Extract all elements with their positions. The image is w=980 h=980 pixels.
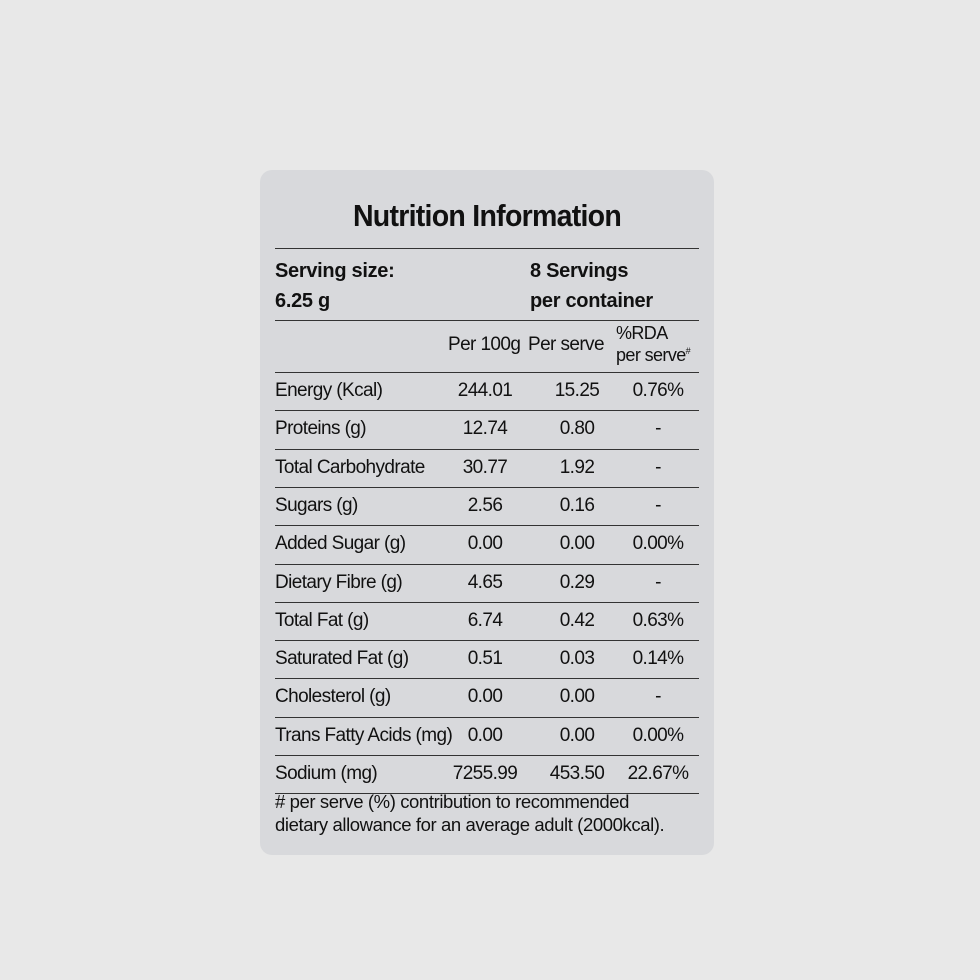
value-rda: 0.63% — [632, 609, 684, 631]
value-per-serve: 0.00 — [559, 533, 595, 555]
nutrient-row — [275, 564, 699, 602]
value-per-100g: 2.56 — [467, 494, 503, 516]
value-per-serve: 0.42 — [559, 609, 595, 631]
nutrient-name: Sodium (mg) — [275, 763, 378, 784]
value-rda: 0.76% — [632, 380, 684, 401]
nutrient-row — [275, 372, 699, 410]
column-header-per-100g: Per 100g — [448, 334, 521, 355]
value-per-100g: 0.00 — [467, 724, 503, 746]
rda-line-2: per serve — [616, 345, 686, 365]
value-per-100g: 244.01 — [457, 380, 513, 401]
nutrient-name: Total Fat (g) — [275, 609, 369, 631]
value-per-100g: 0.00 — [467, 533, 503, 555]
nutrient-row — [275, 717, 699, 755]
divider — [275, 320, 699, 321]
servings-per-container — [530, 256, 653, 316]
value-per-100g: 12.74 — [462, 418, 508, 440]
footnote-line-2: dietary allowance for an average adult (2000kcal). — [275, 814, 665, 835]
nutrient-row — [275, 678, 699, 716]
nutrient-row — [275, 755, 699, 793]
value-per-serve: 0.03 — [559, 648, 595, 670]
value-rda: - — [655, 571, 661, 593]
nutrient-row — [275, 487, 699, 525]
nutrient-name: Energy (Kcal) — [275, 380, 383, 401]
nutrient-row — [275, 525, 699, 563]
value-per-serve: 0.00 — [559, 686, 595, 708]
nutrient-row — [275, 602, 699, 640]
value-rda: 0.00% — [632, 724, 684, 746]
value-rda: 22.67% — [627, 763, 689, 784]
serving-size-value: 6.25 g — [275, 290, 330, 312]
column-header-rda — [616, 324, 690, 364]
value-rda: - — [655, 686, 661, 708]
value-per-100g: 4.65 — [467, 571, 503, 593]
divider — [275, 793, 699, 794]
value-rda: 0.14% — [632, 648, 684, 670]
value-per-serve: 0.80 — [559, 418, 595, 440]
nutrient-row — [275, 449, 699, 487]
serving-size-label: Serving size: — [275, 260, 395, 282]
serving-size — [275, 256, 394, 316]
value-per-100g: 0.51 — [467, 648, 503, 670]
nutrient-name: Dietary Fibre (g) — [275, 571, 403, 593]
value-per-serve: 0.00 — [559, 724, 595, 746]
rda-line-1: %RDA — [616, 323, 668, 343]
nutrient-name: Sugars (g) — [275, 494, 358, 516]
nutrient-name: Total Carbohydrate — [275, 456, 425, 478]
value-per-serve: 0.29 — [559, 571, 595, 593]
footnote — [275, 790, 705, 836]
nutrient-name: Added Sugar (g) — [275, 533, 406, 555]
value-rda: - — [655, 456, 661, 478]
value-per-serve: 453.50 — [549, 763, 605, 784]
nutrient-name: Proteins (g) — [275, 418, 367, 440]
nutrient-name: Cholesterol (g) — [275, 686, 391, 708]
nutrient-row — [275, 640, 699, 678]
panel-title: Nutrition Information — [352, 198, 622, 233]
nutrition-panel — [260, 170, 714, 855]
nutrient-name: Trans Fatty Acids (mg) — [275, 724, 453, 746]
value-per-100g: 0.00 — [467, 686, 503, 708]
nutrient-name: Saturated Fat (g) — [275, 648, 409, 670]
value-per-100g: 6.74 — [467, 609, 503, 631]
divider — [275, 248, 699, 249]
nutrient-row — [275, 410, 699, 448]
servings-line-2: per container — [530, 290, 653, 312]
rda-footnote-mark: # — [685, 346, 691, 356]
value-per-serve: 15.25 — [554, 380, 600, 401]
value-rda: 0.00% — [632, 533, 684, 555]
value-per-serve: 0.16 — [559, 494, 595, 516]
servings-line-1: 8 Servings — [530, 260, 629, 282]
value-per-serve: 1.92 — [559, 456, 595, 478]
value-per-100g: 7255.99 — [452, 763, 518, 784]
column-header-per-serve: Per serve — [528, 334, 604, 355]
value-per-100g: 30.77 — [462, 456, 508, 478]
value-rda: - — [655, 494, 661, 516]
value-rda: - — [655, 418, 661, 440]
footnote-line-1: # per serve (%) contribution to recommended — [275, 791, 630, 812]
